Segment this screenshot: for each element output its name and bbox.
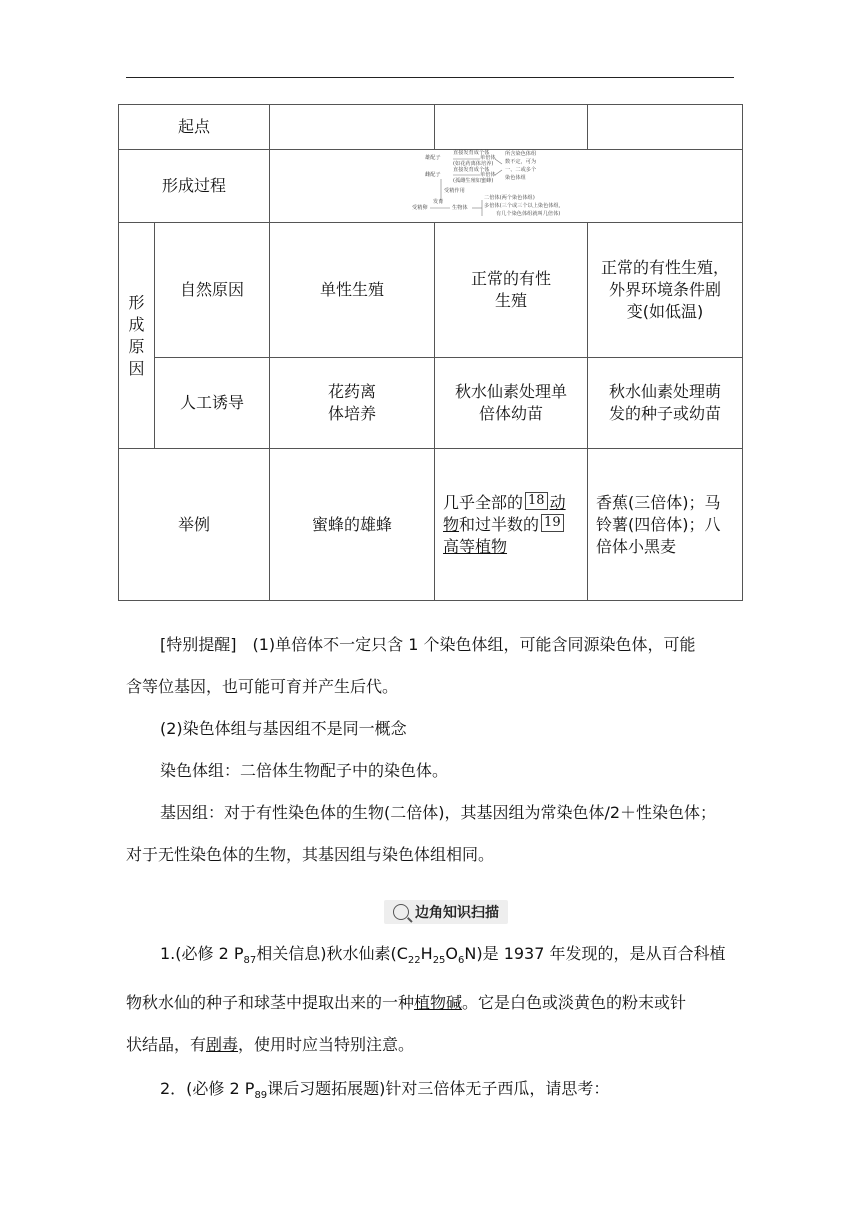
text: H — [420, 944, 433, 963]
page-subscript: 87 — [243, 955, 257, 967]
diagram-pollen: 雄配子 — [425, 155, 441, 161]
text: 和过半数的 — [459, 514, 540, 534]
table-row — [119, 358, 743, 449]
cell-example-3 — [588, 449, 743, 601]
text: O — [445, 944, 459, 963]
cell-line — [443, 492, 587, 514]
question-2 — [126, 1068, 738, 1117]
cell-line: 体培养 — [328, 404, 377, 423]
table-row — [119, 223, 743, 358]
cell-line — [443, 536, 587, 558]
cell-line: 花药离 — [328, 382, 377, 401]
group-label-char: 原 — [128, 336, 145, 356]
text-line: (2)染色体组与基因组不是同一概念 — [160, 719, 407, 738]
cell-line: 正常的有性生殖， — [601, 258, 730, 277]
text-line: 对于无性染色体的生物，其基因组与染色体组相同。 — [126, 845, 495, 864]
text: 相关信息)秋水仙素(C — [256, 944, 408, 963]
cell-artificial-1 — [270, 358, 435, 449]
text: ，使用时应当特别注意。 — [238, 1035, 415, 1055]
diagram-note-1: 所含染色体组 — [505, 151, 537, 157]
diagram-fertilization: 受精作用 — [444, 188, 465, 194]
cell-line — [443, 514, 587, 536]
formula-subscript: 25 — [432, 955, 446, 967]
cell-line: 倍体幼苗 — [479, 404, 544, 423]
polyploidy-table — [118, 104, 743, 601]
page-subscript: 89 — [254, 1090, 268, 1102]
cell-origin-1 — [270, 105, 435, 150]
question-1 — [126, 933, 738, 1066]
cell-origin-2 — [435, 105, 588, 150]
text-line: 基因组：对于有性染色体的生物(二倍体)，其基因组为常染色体/2＋性染色体； — [160, 803, 717, 822]
row-label-natural: 自然原因 — [155, 223, 270, 358]
row-label-artificial: 人工诱导 — [155, 358, 270, 449]
answer-text: 剧毒 — [206, 1035, 239, 1055]
diagram-polyploid: 多倍体(三个或三个以上染色体组, — [484, 203, 561, 209]
diagram-polyploid-2: 有几个染色体组就叫几倍体) — [496, 211, 561, 217]
blank-number-18: 18 — [525, 492, 548, 510]
cell-line: 香蕉(三倍体)；马 — [596, 492, 721, 512]
blank-number-19: 19 — [541, 514, 564, 532]
text-line — [126, 1024, 738, 1066]
cell-example-2 — [435, 449, 588, 601]
text-line — [126, 933, 738, 982]
text-line: 染色体组：二倍体生物配子中的染色体。 — [160, 761, 449, 780]
diagram-note-4: 染色体组 — [505, 175, 526, 181]
group-label-char: 成 — [128, 314, 145, 334]
diagram-egg: 雌配子 — [425, 172, 441, 178]
text: 物秋水仙的种子和球茎中提取出来的一种 — [126, 993, 415, 1013]
row-label-origin: 起点 — [119, 105, 270, 150]
diagram-note-2: 数不定，可为 — [505, 159, 537, 165]
cell-line: 铃薯(四倍体)；八 — [596, 514, 721, 534]
answer-text: 动 — [549, 492, 566, 512]
diagram-develop: 发育 — [433, 199, 444, 205]
section-badge — [384, 900, 508, 924]
diagram-zygote: 受精卵 — [412, 205, 428, 211]
formation-diagram — [270, 150, 742, 222]
diagram-direct: 直接发育成个体 — [453, 150, 490, 156]
cell-natural-1: 单性生殖 — [270, 223, 435, 358]
cell-natural-2 — [435, 223, 588, 358]
cell-natural-3 — [588, 223, 743, 358]
cell-line: 发的种子或幼苗 — [609, 404, 722, 423]
text: 2．(必修 2 P — [160, 1079, 255, 1098]
formula-subscript: 22 — [407, 955, 421, 967]
cell-artificial-3 — [588, 358, 743, 449]
diagram-diploid: 二倍体(两个染色体组) — [484, 195, 535, 201]
text-line: [特别提醒] (1)单倍体不一定只含 1 个染色体组，可能含同源染色体，可能 — [160, 635, 696, 654]
cell-origin-3 — [588, 105, 743, 150]
group-label-char: 因 — [128, 358, 145, 378]
row-label-process: 形成过程 — [119, 150, 270, 223]
cell-line: 秋水仙素处理萌 — [609, 382, 722, 401]
table-row — [119, 449, 743, 601]
cell-line: 外界环境条件剧 — [609, 280, 722, 299]
answer-text: 高等植物 — [443, 536, 508, 556]
text-line — [126, 1068, 738, 1117]
answer-text: 植物碱 — [414, 993, 463, 1013]
magnifier-icon — [393, 904, 409, 920]
diagram-pollen-note: (如花药离体培养) — [453, 161, 494, 167]
diagram-haploid: 单倍体 — [480, 155, 496, 161]
formula-subscript: 6 — [458, 955, 465, 967]
text: N)是 1937 年发现的，是从百合科植 — [464, 944, 726, 963]
diagram-organism: 生物体 — [452, 205, 468, 211]
cell-line: 生殖 — [495, 291, 528, 310]
diagram-note-3: 一、二或多个 — [505, 167, 537, 173]
text: 。它是白色或淡黄色的粉末或针 — [462, 993, 687, 1013]
section-title: 边角知识扫描 — [415, 905, 499, 921]
diagram-haploid-2: 单倍体 — [480, 172, 496, 178]
answer-text: 物 — [443, 514, 460, 534]
reminder-paragraph — [126, 624, 738, 876]
group-label-char: 形 — [128, 292, 145, 312]
text: 状结晶，有 — [126, 1035, 207, 1055]
cell-artificial-2 — [435, 358, 588, 449]
text: 课后习题拓展题)针对三倍体无子西瓜，请思考： — [267, 1079, 610, 1098]
cell-line: 倍体小黑麦 — [596, 536, 677, 556]
group-label-cause — [119, 223, 155, 449]
text-line — [126, 982, 738, 1024]
cell-line: 秋水仙素处理单 — [455, 382, 568, 401]
cell-example-1: 蜜蜂的雄蜂 — [270, 449, 435, 601]
diagram-egg-note: (孤雌生殖如蜜蜂) — [453, 178, 494, 184]
text: 1.(必修 2 P — [160, 944, 244, 963]
text: 几乎全部的 — [443, 492, 524, 512]
cell-line: 变(如低温) — [626, 302, 704, 321]
cell-line: 正常的有性 — [471, 269, 552, 288]
text-line: 含等位基因，也可能可育并产生后代。 — [126, 677, 399, 696]
formation-diagram-cell — [270, 150, 743, 223]
diagram-direct-2: 直接发育成个体 — [453, 167, 490, 173]
table-row — [119, 150, 743, 223]
row-label-example: 举例 — [119, 449, 270, 601]
table-row — [119, 105, 743, 150]
header-rule — [126, 77, 734, 78]
